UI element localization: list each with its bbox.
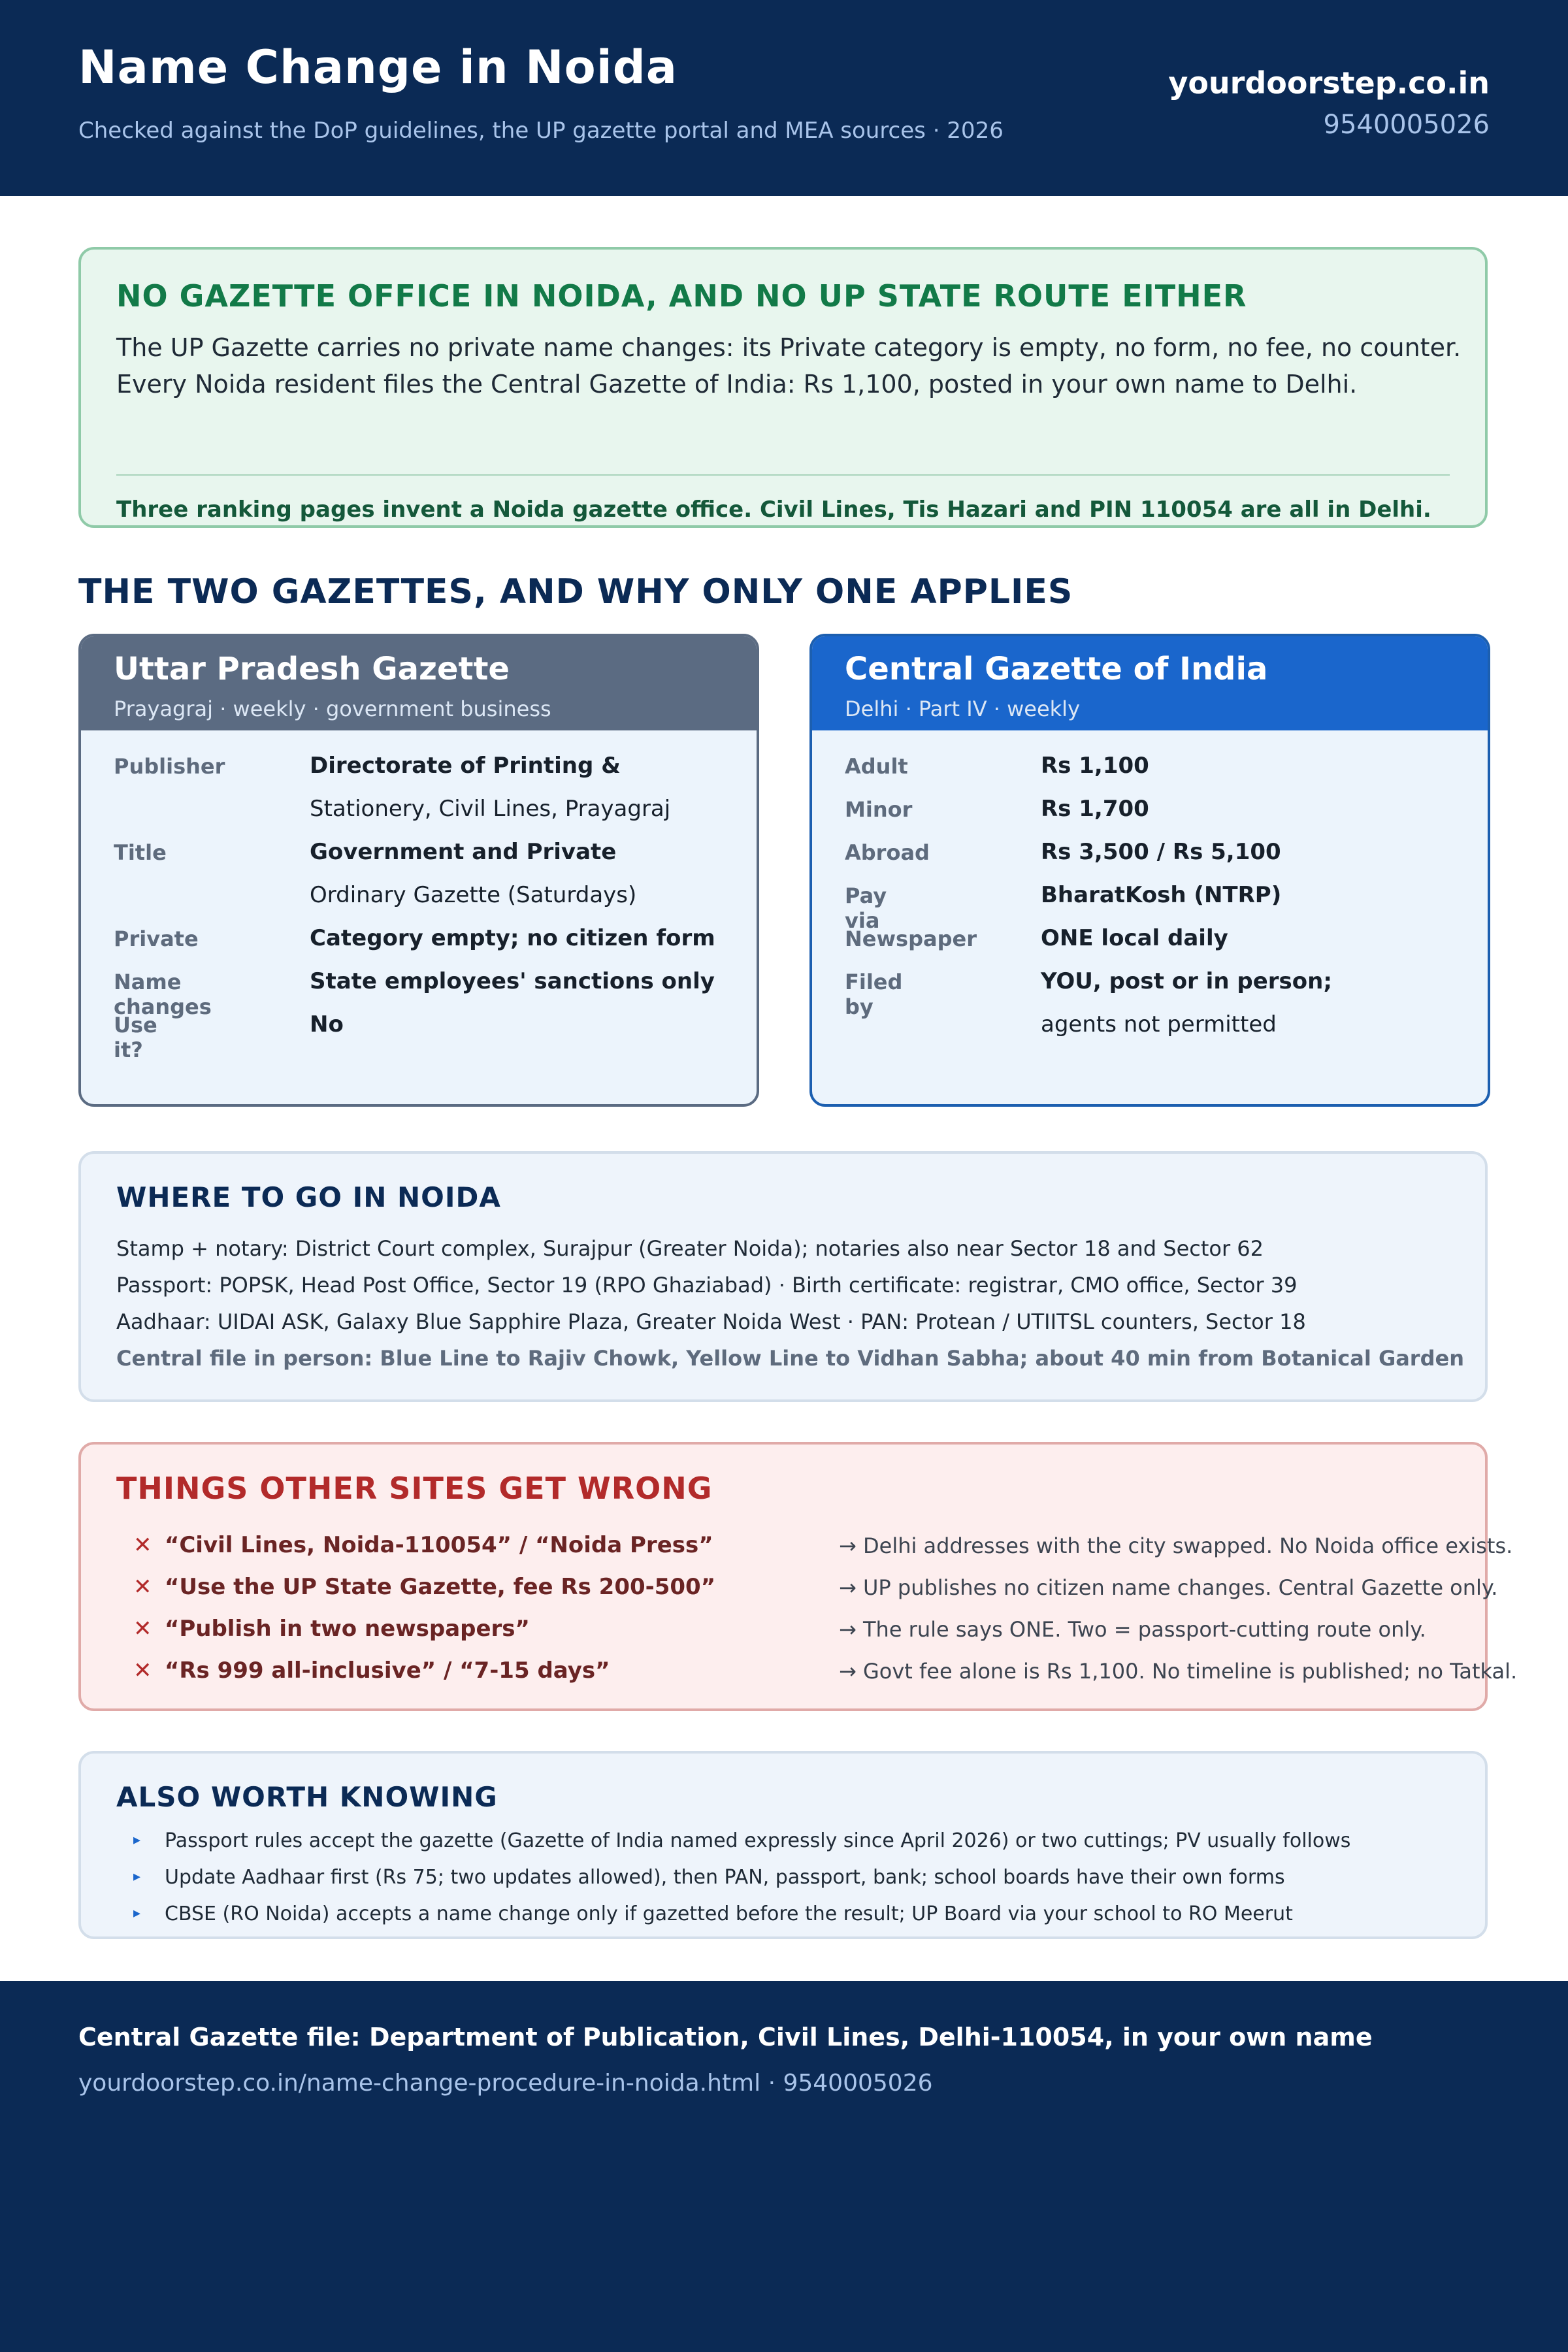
page-subtitle: Checked against the DoP guidelines, the UP gazette portal and MEA sources · 2026 [78, 118, 1004, 144]
callout-body: The UP Gazette carries no private name changes: its Private category is empty, no form, no fee, no counter. Every Noida resident files the Central Gazette of India: Rs 1,100, posted in your own name to Delhi. [116, 333, 1462, 399]
wrong-claims-panel [78, 1442, 1518, 1711]
phone-number[interactable]: 9540005026 [1323, 110, 1490, 140]
wrong-claim: “Use the UP State Gazette, fee Rs 200-500” [165, 1574, 716, 1600]
cross-icon: ✕ [133, 1616, 152, 1642]
list-item-text: Passport rules accept the gazette (Gazette of India named expressly since April 2026) or two cuttings; PV usually follows [165, 1829, 1351, 1852]
row-key: Abroad [845, 840, 930, 865]
list-item: Central file in person: Blue Line to Rajiv Chowk, Yellow Line to Vidhan Sabha; about 40 min from Botanical Garden [116, 1346, 1464, 1371]
wrong-claim: “Rs 999 all-inclusive” / “7-15 days” [165, 1658, 610, 1684]
row-value: YOU, post or in person; [1041, 968, 1332, 994]
up-gazette-subtitle: Prayagraj · weekly · government business [114, 696, 551, 721]
footer-link[interactable]: yourdoorstep.co.in/name-change-procedure-in-noida.html · 9540005026 [78, 2070, 933, 2097]
central-gazette-card [809, 634, 1490, 1107]
where-to-go-panel [78, 1151, 1488, 1402]
list-item: Passport: POPSK, Head Post Office, Sector 19 (RPO Ghaziabad) · Birth certificate: registrar, CMO office, Sector 39 [116, 1273, 1298, 1298]
central-gazette-title: Central Gazette of India [845, 651, 1268, 687]
row-value: Ordinary Gazette (Saturdays) [310, 882, 637, 908]
callout-divider [116, 474, 1450, 476]
row-value: Rs 1,100 [1041, 753, 1149, 779]
list-item [133, 1658, 1518, 1699]
main-content [0, 196, 1568, 1981]
list-item [133, 1532, 1513, 1574]
row-key: Publisher [114, 754, 225, 779]
up-gazette-header [81, 636, 757, 730]
row-key: Title [114, 840, 167, 865]
also-heading: ALSO WORTH KNOWING [116, 1781, 498, 1813]
row-value: Government and Private [310, 839, 617, 865]
wrong-claim: “Civil Lines, Noida-110054” / “Noida Press” [165, 1532, 713, 1558]
row-key: Newspaper [845, 926, 977, 951]
callout-heading: NO GAZETTE OFFICE IN NOIDA, AND NO UP STATE ROUTE EITHER [116, 278, 1247, 314]
row-key: Use it? [114, 1013, 157, 1062]
wrong-heading: THINGS OTHER SITES GET WRONG [116, 1471, 713, 1506]
list-item [133, 1616, 1473, 1658]
row-key: Private [114, 926, 199, 951]
list-item-text: CBSE (RO Noida) accepts a name change only if gazetted before the result; UP Board via your school to RO Meerut [165, 1903, 1293, 1925]
where-lines [116, 1236, 1464, 1382]
bullet-arrow-icon: ▸ [133, 1905, 141, 1921]
list-item-text: Update Aadhaar first (Rs 75; two updates allowed), then PAN, passport, bank; school boards have their own forms [165, 1866, 1285, 1889]
list-item: Stamp + notary: District Court complex, Surajpur (Greater Noida); notaries also near Sector 18 and Sector 62 [116, 1236, 1264, 1261]
where-heading: WHERE TO GO IN NOIDA [116, 1181, 501, 1213]
cross-icon: ✕ [133, 1532, 152, 1558]
list-item: Aadhaar: UIDAI ASK, Galaxy Blue Sapphire Plaza, Greater Noida West · PAN: Protean / UTIITSL counters, Sector 18 [116, 1309, 1306, 1334]
wrong-correction: → Delhi addresses with the city swapped. No Noida office exists. [839, 1533, 1513, 1558]
bullet-arrow-icon: ▸ [133, 1832, 141, 1848]
cross-icon: ✕ [133, 1658, 152, 1684]
bullet-arrow-icon: ▸ [133, 1869, 141, 1885]
row-value: agents not permitted [1041, 1011, 1277, 1037]
row-value: Rs 1,700 [1041, 796, 1149, 822]
wrong-list [133, 1532, 1518, 1699]
cross-icon: ✕ [133, 1574, 152, 1600]
key-callout [78, 247, 1488, 528]
page-title: Name Change in Noida [78, 41, 678, 94]
up-gazette-title: Uttar Pradesh Gazette [114, 651, 510, 687]
up-gazette-card [78, 634, 759, 1107]
row-key: Name changes [114, 970, 212, 1019]
row-key: Pay via [845, 883, 887, 933]
central-gazette-header [812, 636, 1488, 730]
wrong-claim: “Publish in two newspapers” [165, 1616, 530, 1642]
row-value: Category empty; no citizen form [310, 925, 715, 951]
row-value: Stationery, Civil Lines, Prayagraj [310, 796, 671, 822]
wrong-correction: → Govt fee alone is Rs 1,100. No timeline is published; no Tatkal. [839, 1659, 1518, 1684]
row-value: Rs 3,500 / Rs 5,100 [1041, 839, 1281, 865]
row-value: BharatKosh (NTRP) [1041, 882, 1282, 908]
row-value: No [310, 1011, 344, 1037]
row-value: ONE local daily [1041, 925, 1228, 951]
section-title: THE TWO GAZETTES, AND WHY ONLY ONE APPLIES [78, 572, 1073, 612]
row-key: Filed by [845, 970, 903, 1019]
row-value: State employees' sanctions only [310, 968, 715, 994]
footer-address: Central Gazette file: Department of Publication, Civil Lines, Delhi-110054, in your own name [78, 2023, 1373, 2051]
wrong-correction: → UP publishes no citizen name changes. Central Gazette only. [839, 1575, 1498, 1600]
row-value: Directorate of Printing & [310, 753, 621, 779]
list-item [133, 1574, 1498, 1616]
row-key: Adult [845, 754, 908, 779]
callout-warning: Three ranking pages invent a Noida gazette office. Civil Lines, Tis Hazari and PIN 110054 are all in Delhi. [116, 497, 1431, 523]
header [0, 0, 1568, 196]
wrong-correction: → The rule says ONE. Two = passport-cutting route only. [839, 1617, 1426, 1642]
site-link[interactable]: yourdoorstep.co.in [1168, 65, 1490, 101]
row-key: Minor [845, 797, 913, 822]
footer [0, 1981, 1568, 2352]
central-gazette-subtitle: Delhi · Part IV · weekly [845, 696, 1080, 721]
also-worth-knowing-panel [78, 1751, 1488, 1939]
